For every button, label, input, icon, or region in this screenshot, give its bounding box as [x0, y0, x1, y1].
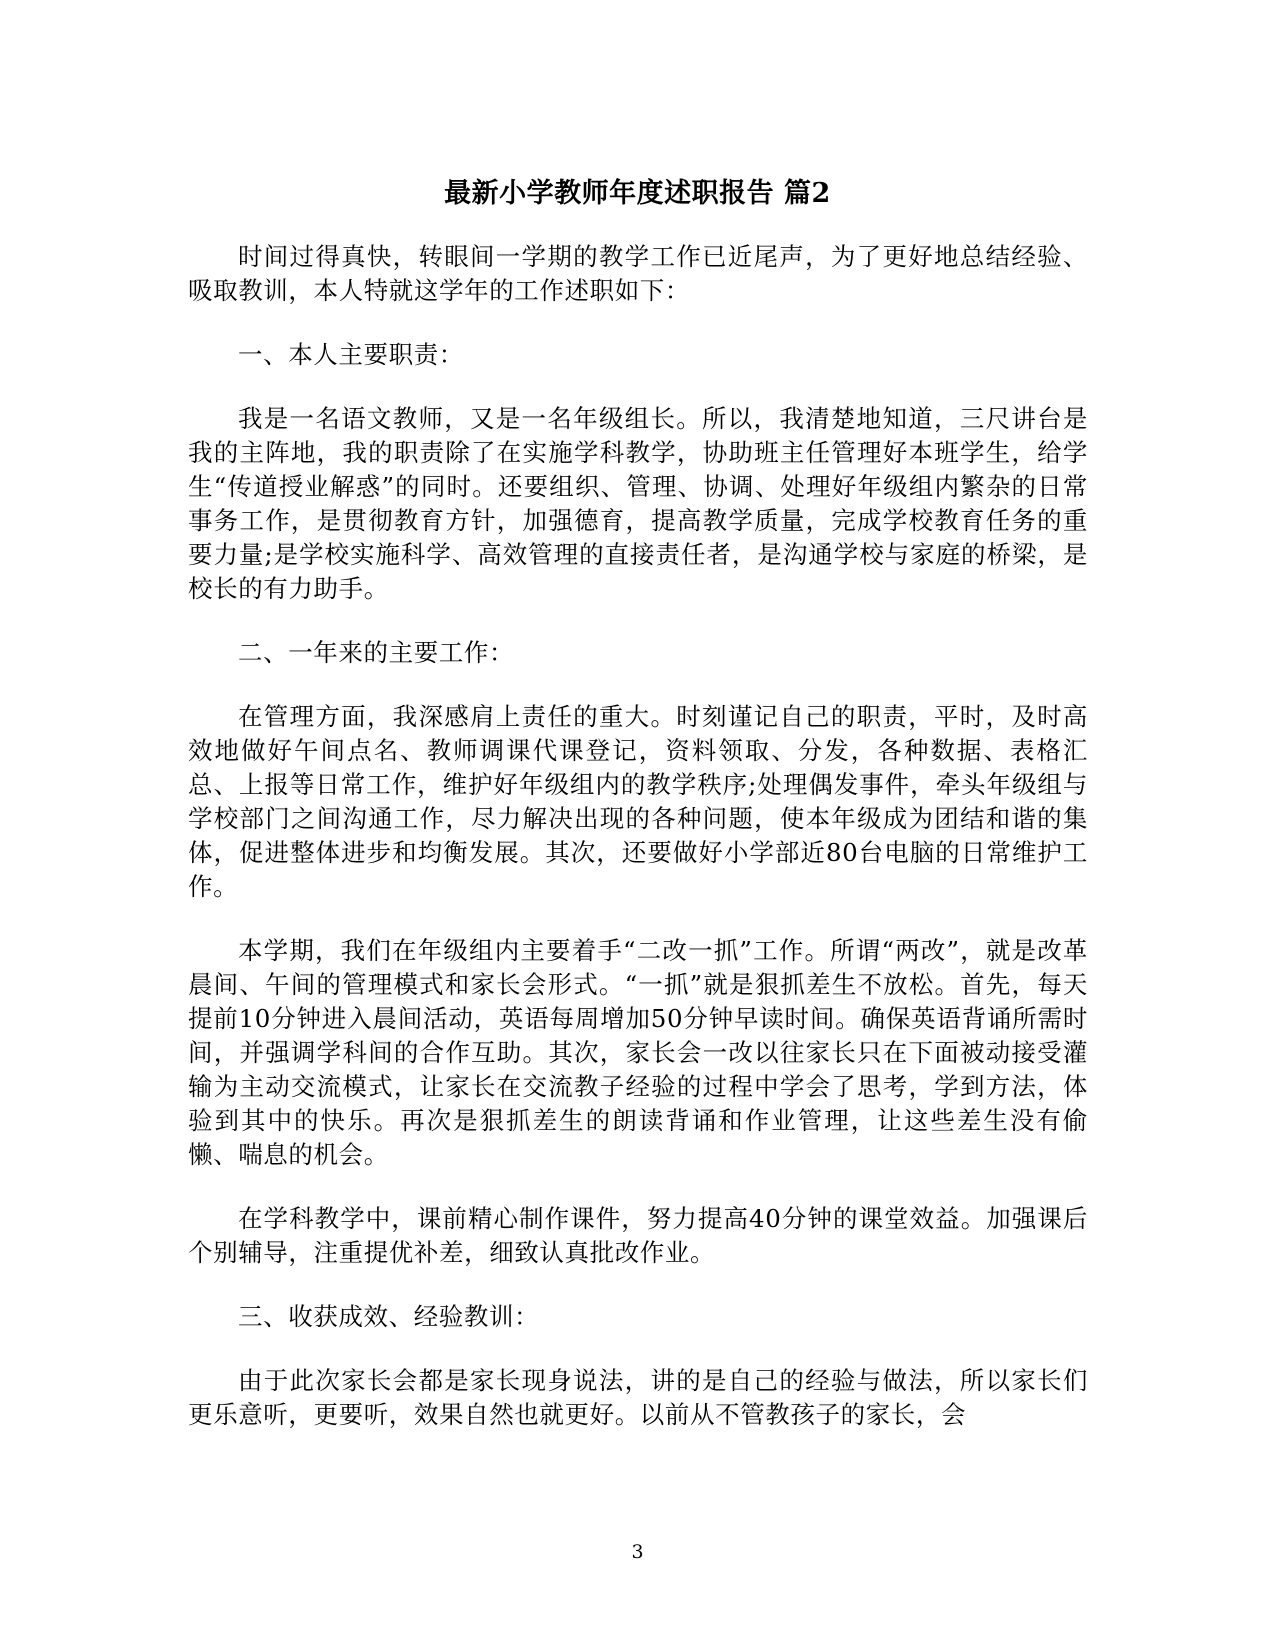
intro-paragraph: 时间过得真快，转眼间一学期的教学工作已近尾声，为了更好地总结经验、吸取教训，本人特就这学年的工作述职如下： [188, 242, 1088, 305]
section-heading-main-work: 二、一年来的主要工作： [238, 638, 515, 667]
results-paragraph: 由于此次家长会都是家长现身说法，讲的是自己的经验与做法，所以家长们更乐意听，更要听，效果自然也就更好。以前从不管教孩子的家长，会 [188, 1366, 1088, 1429]
section-heading-results: 三、收获成效、经验教训： [238, 1302, 540, 1331]
duties-paragraph: 我是一名语文教师，又是一名年级组长。所以，我清楚地知道，三尺讲台是我的主阵地，我的职责除了在实施学科教学，协助班主任管理好本班学生，给学生“传道授业解惑”的同时。还要组织、管理、协调、处理好年级组内繁杂的日常事务工作，是贯彻教育方针，加强德育，提高教学质量，完成学校教育任务的重要力量;是学校实施科学、高效管理的直接责任者，是沟通学校与家庭的桥梁，是校长的有力助手。 [188, 404, 1088, 603]
management-paragraph: 在管理方面，我深感肩上责任的重大。时刻谨记自己的职责，平时，及时高效地做好午间点名、教师调课代课登记，资料领取、分发，各种数据、表格汇总、上报等日常工作，维护好年级组内的教学秩序;处理偶发事件，牵头年级组与学校部门之间沟通工作，尽力解决出现的各种问题，使本年级成为团结和谐的集体，促进整体进步和均衡发展。其次，还要做好小学部近80台电脑的日常维护工作。 [188, 702, 1088, 901]
page-number: 3 [631, 1541, 644, 1563]
section-heading-duties: 一、本人主要职责： [238, 340, 464, 369]
document-body [188, 240, 1088, 1462]
teaching-paragraph: 在学科教学中，课前精心制作课件，努力提高40分钟的课堂效益。加强课后个别辅导，注重提优补差，细致认真批改作业。 [188, 1204, 1088, 1267]
semester-work-paragraph: 本学期，我们在年级组内主要着手“二改一抓”工作。所谓“两改”，就是改革晨间、午间的管理模式和家长会形式。“一抓”就是狠抓差生不放松。首先，每天提前10分钟进入晨间活动，英语每周增加50分钟早读时间。确保英语背诵所需时间，并强调学科间的合作互助。其次，家长会一改以往家长只在下面被动接受灌输为主动交流模式，让家长在交流教子经验的过程中学会了思考，学到方法，体验到其中的快乐。再次是狠抓差生的朗读背诵和作业管理，让这些差生没有偷懒、喘息的机会。 [188, 936, 1088, 1169]
document-title: 最新小学教师年度述职报告 篇2 [444, 178, 831, 209]
